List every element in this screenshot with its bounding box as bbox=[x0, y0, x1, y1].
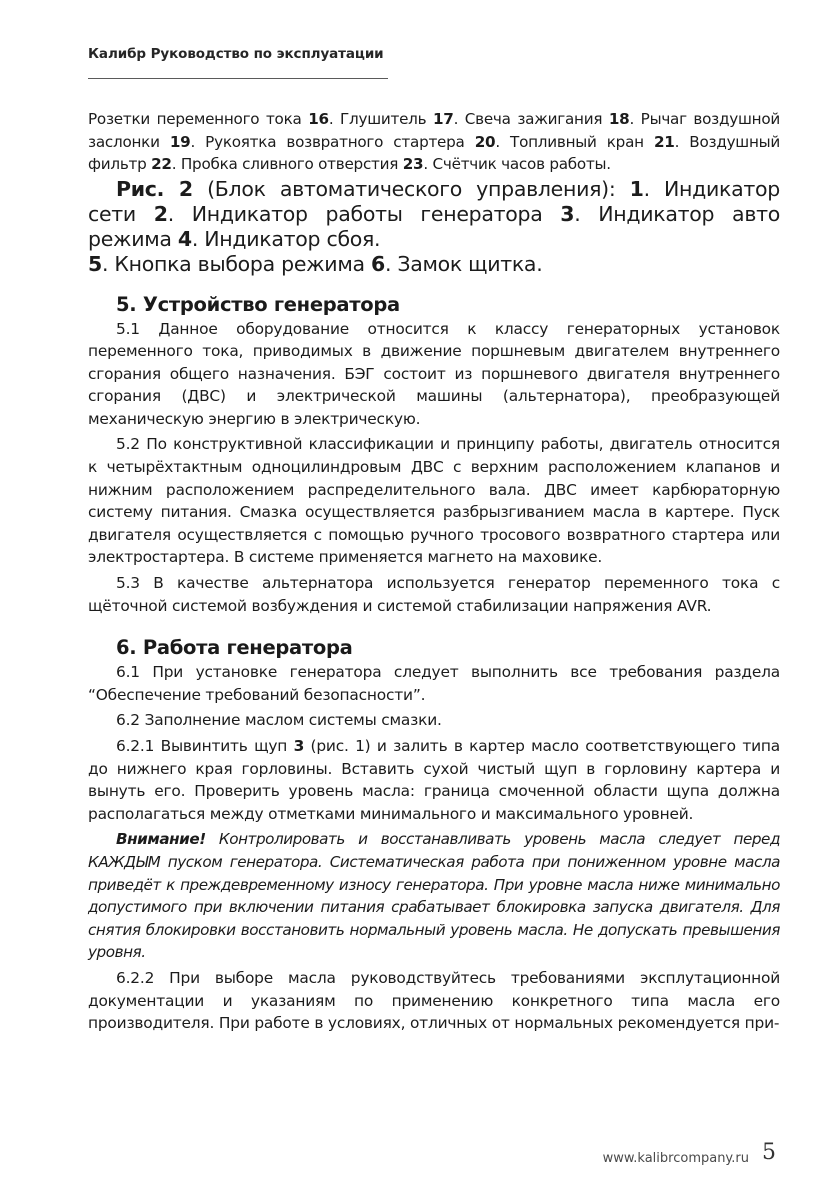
figure2-caption-last-line: 5. Кнопка выбора режима 6. Замок щитка. bbox=[88, 251, 543, 276]
section-5-heading: 5. Устройство генератора bbox=[116, 292, 400, 316]
section-6-heading: 6. Работа генератора bbox=[116, 636, 353, 660]
figure2-caption: Рис. 2 (Блок автоматического управления): 1. Индикатор сети 2. Индикатор работы генератора 3. Индикатор авто режима 4. Индикатор сбоя. 5. Кнопка выбора режима 6. Замок щитка. bbox=[88, 176, 780, 276]
paragraph-6-2: 6.2 Заполнение маслом системы смазки. bbox=[116, 711, 442, 730]
paragraph-6-1: 6.1 При установке генератора следует выполнить все требования раздела “Обеспечение требований безопасности”. bbox=[88, 663, 780, 704]
warning-label: Внимание! bbox=[116, 830, 206, 849]
footer-website: www.kalibrcompany.ru bbox=[602, 1151, 749, 1166]
figure2-label: Рис. 2 bbox=[116, 176, 193, 201]
page-content bbox=[88, 108, 780, 1035]
figure1-caption-continuation: Розетки переменного тока 16. Глушитель 17. Свеча зажигания 18. Рычаг воздушной заслонки 19. Рукоятка возвратного стартера 20. Топливный кран 21. Воздушный фильтр 22. Пробка сливного отверстия 23. Счётчик часов работы. bbox=[88, 110, 780, 173]
paragraph-5-1: 5.1 Данное оборудование относится к классу генераторных установок переменного тока, приводимых в движение поршневым двигателем внутреннего сгорания общего назначения. БЭГ состоит из поршневого двигателя внутреннего сгорания (ДВС) и электрической машины (альтернатора), преобразующей механическую энергию в электрическую. bbox=[88, 319, 780, 428]
paragraph-6-2-2: 6.2.2 При выборе масла руководствуйтесь требованиями эксплутационной документации и указаниям по применению конкретного типа масла его производителя. При работе в условиях, отличных от нормальных рекомендуется при- bbox=[88, 968, 780, 1033]
running-header: Калибр Руководство по эксплуатации bbox=[88, 46, 384, 62]
page-number: 5 bbox=[762, 1140, 776, 1165]
header-divider bbox=[88, 78, 388, 79]
paragraph-5-3: 5.3 В качестве альтернатора используется генератор переменного тока с щёточной системой возбуждения и системой стабилизации напряжения AVR. bbox=[88, 574, 780, 615]
paragraph-6-2-1: 6.2.1 Вывинтить щуп 3 (рис. 1) и залить в картер масло соответствующего типа до нижнего края горловины. Вставить сухой чистый щуп в горловину картера и вынуть его. Проверить уровень масла: граница смоченной области щупа должна располагаться между отметками минимального и максимального уровней. bbox=[88, 737, 780, 823]
warning-note: Внимание! Контролировать и восстанавливать уровень масла следует перед КАЖДЫМ пуском генератора. Систематическая работа при пониженном уровне масла приведёт к преждевременному износу генератора. При уровне масла ниже минимально допустимого при включении питания срабатывает блокировка запуска двигателя. Для снятия блокировки восстановить нормальный уровень масла. Не допускать превышения уровня. bbox=[88, 830, 780, 962]
paragraph-5-2: 5.2 По конструктивной классификации и принципу работы, двигатель относится к четырёхтактным одноцилиндровым ДВС с верхним расположением клапанов и нижним расположением распределительного вала. ДВС имеет карбюраторную систему питания. Смазка осуществляется разбрызгиванием масла в картере. Пуск двигателя осуществляется с помощью ручного тросового возвратного стартера или электростартера. В системе применяется магнето на маховике. bbox=[88, 435, 780, 567]
